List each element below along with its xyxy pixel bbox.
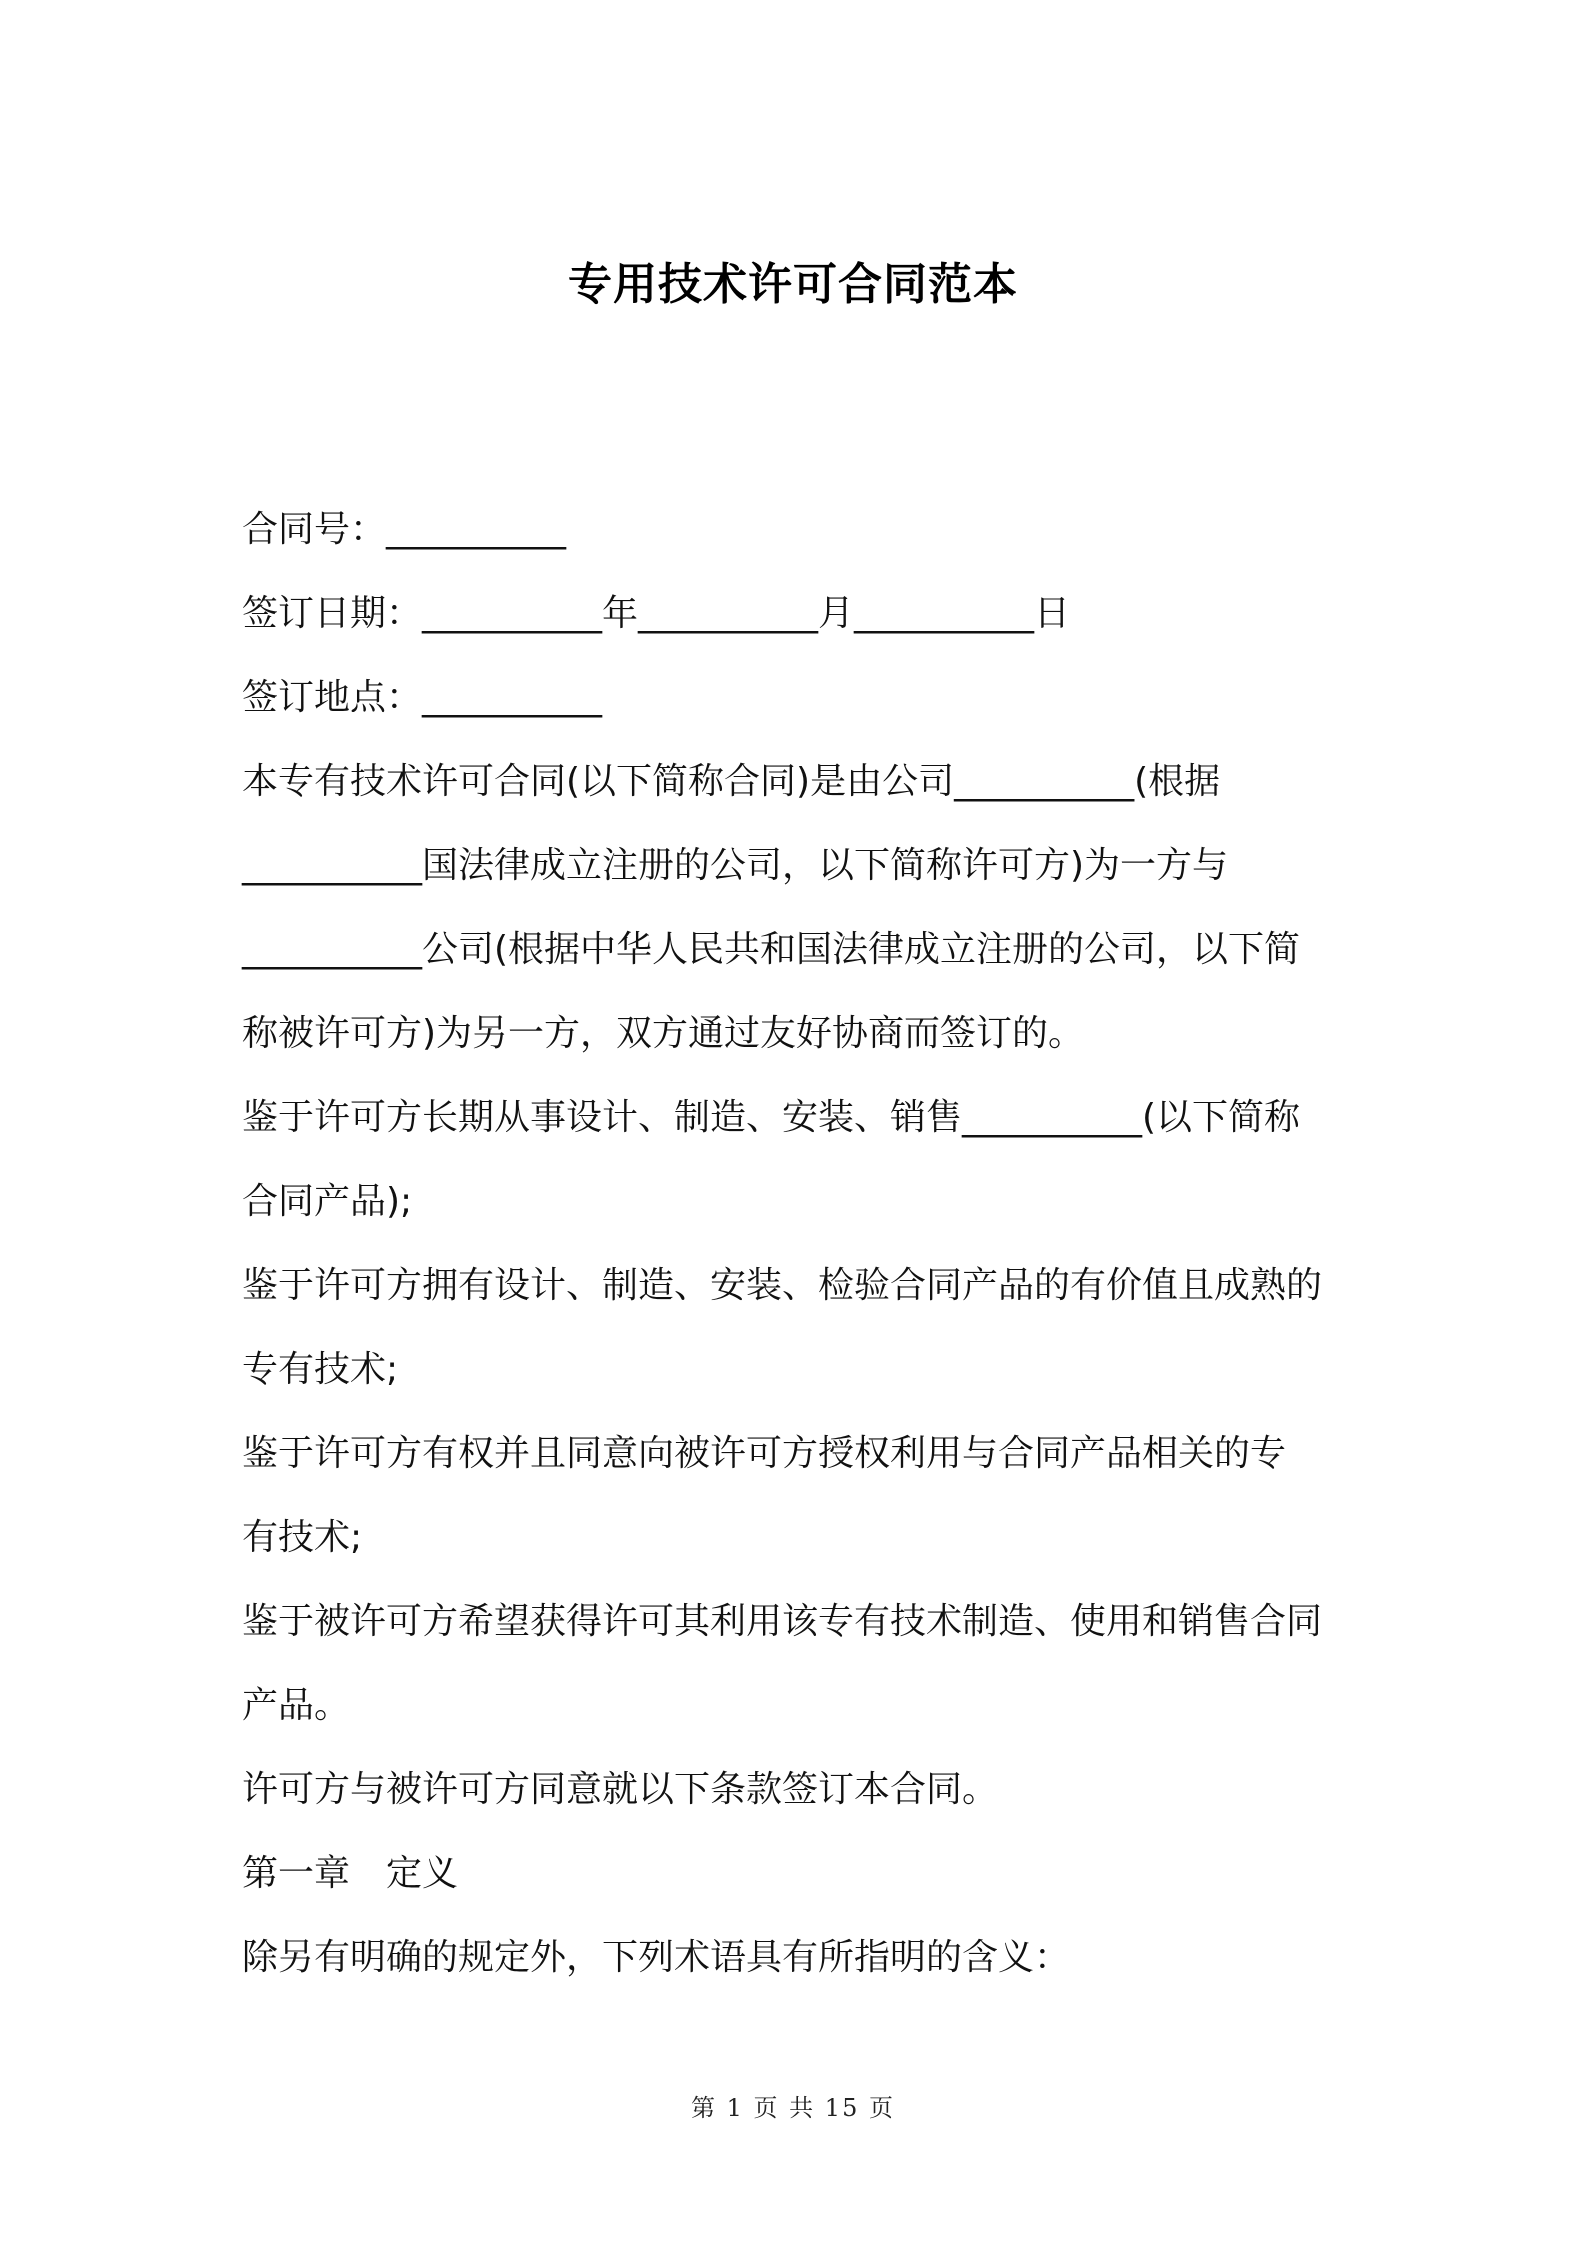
paragraph-line: 专有技术; — [242, 1349, 399, 1390]
paragraph-line: 许可方与被许可方同意就以下条款签订本合同。 — [242, 1769, 999, 1810]
paragraph-line: 鉴于被许可方希望获得许可其利用该专有技术制造、使用和销售合同 — [242, 1601, 1323, 1642]
signing-place-line: 签订地点：__________ — [242, 677, 603, 718]
paragraph-line: 称被许可方)为另一方，双方通过友好协商而签订的。 — [242, 1013, 1085, 1054]
paragraph-line: 除另有明确的规定外，下列术语具有所指明的含义： — [242, 1937, 1071, 1978]
paragraph-line: 产品。 — [242, 1685, 351, 1726]
paragraph-line: 鉴于许可方长期从事设计、制造、安装、销售__________(以下简称 — [242, 1097, 1301, 1138]
paragraph-line: 鉴于许可方拥有设计、制造、安装、检验合同产品的有价值且成熟的 — [242, 1265, 1323, 1306]
paragraph-line: 鉴于许可方有权并且同意向被许可方授权利用与合同产品相关的专 — [242, 1433, 1287, 1474]
page-footer: 第 1 页 共 15 页 — [691, 2094, 895, 2122]
paragraph-line: 本专有技术许可合同(以下简称合同)是由公司__________(根据 — [242, 761, 1221, 802]
signing-date-line: 签订日期：__________年__________月__________日 — [242, 593, 1071, 634]
contract-number-line: 合同号：__________ — [242, 509, 567, 550]
paragraph-line: __________公司(根据中华人民共和国法律成立注册的公司，以下简 — [242, 929, 1301, 970]
paragraph-line: 有技术; — [242, 1517, 363, 1558]
document-body — [242, 488, 1362, 2000]
chapter-heading: 第一章 定义 — [242, 1853, 459, 1894]
paragraph-line: __________国法律成立注册的公司，以下简称许可方)为一方与 — [242, 845, 1229, 886]
paragraph-line: 合同产品); — [242, 1181, 413, 1222]
document-title: 专用技术许可合同范本 — [568, 259, 1018, 310]
